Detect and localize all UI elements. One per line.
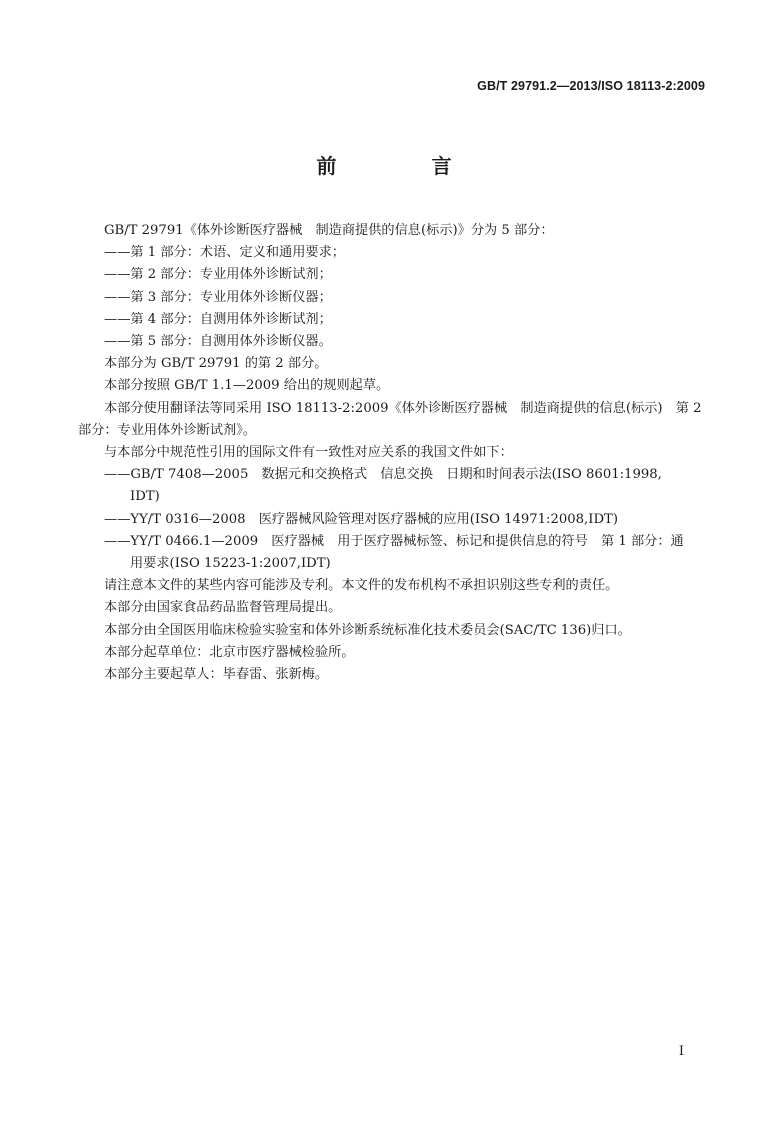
reference-gbt-7408-cont: IDT) [130, 489, 160, 505]
part-4-item: ——第 4 部分：自测用体外诊断试剂； [104, 311, 332, 327]
page-title: 前 言 [316, 154, 496, 178]
standard-code-header: GB/T 29791.2—2013/ISO 18113-2:2009 [477, 79, 705, 93]
translation-statement: 本部分使用翻译法等同采用 ISO 18113-2:2009《体外诊断医疗器械 制造商提供的信息(标示) 第 2 部分：专业用体外诊断试剂》。 [78, 400, 702, 438]
committee: 本部分由全国医用临床检验实验室和体外诊断系统标准化技术委员会(SAC/TC 136)归口。 [104, 622, 631, 638]
intro-paragraph: GB/T 29791《体外诊断医疗器械 制造商提供的信息(标示)》分为 5 部分： [104, 223, 554, 238]
patent-notice: 请注意本文件的某些内容可能涉及专利。本文件的发布机构不承担识别这些专利的责任。 [104, 578, 619, 594]
foreword-body [78, 220, 703, 686]
part-1-item: ——第 1 部分：术语、定义和通用要求； [104, 245, 345, 261]
drafting-unit: 本部分起草单位：北京市医疗器械检验所。 [104, 644, 355, 660]
part-3-item: ——第 3 部分：专业用体外诊断仪器； [104, 289, 332, 305]
page-number: I [678, 1044, 684, 1059]
drafters: 本部分主要起草人：毕春雷、张新梅。 [104, 667, 329, 683]
reference-yyt-0316: ——YY/T 0316—2008 医疗器械风险管理对医疗器械的应用(ISO 14971:2008,IDT) [104, 511, 618, 527]
references-intro: 与本部分中规范性引用的国际文件有一致性对应关系的我国文件如下： [104, 445, 513, 461]
reference-gbt-7408: ——GB/T 7408—2005 数据元和交换格式 信息交换 日期和时间表示法(ISO 8601:1998, [104, 467, 662, 483]
part-5-item: ——第 5 部分：自测用体外诊断仪器。 [104, 334, 332, 350]
drafting-rules: 本部分按照 GB/T 1.1—2009 给出的规则起草。 [104, 378, 390, 394]
part-statement: 本部分为 GB/T 29791 的第 2 部分。 [104, 356, 328, 372]
proposer: 本部分由国家食品药品监督管理局提出。 [104, 600, 342, 616]
part-2-item: ——第 2 部分：专业用体外诊断试剂； [104, 267, 332, 283]
reference-yyt-0466: ——YY/T 0466.1—2009 医疗器械 用于医疗器械标签、标记和提供信息的符号 第 1 部分：通 [104, 533, 684, 549]
reference-yyt-0466-cont: 用要求(ISO 15223-1:2007,IDT) [130, 556, 331, 572]
